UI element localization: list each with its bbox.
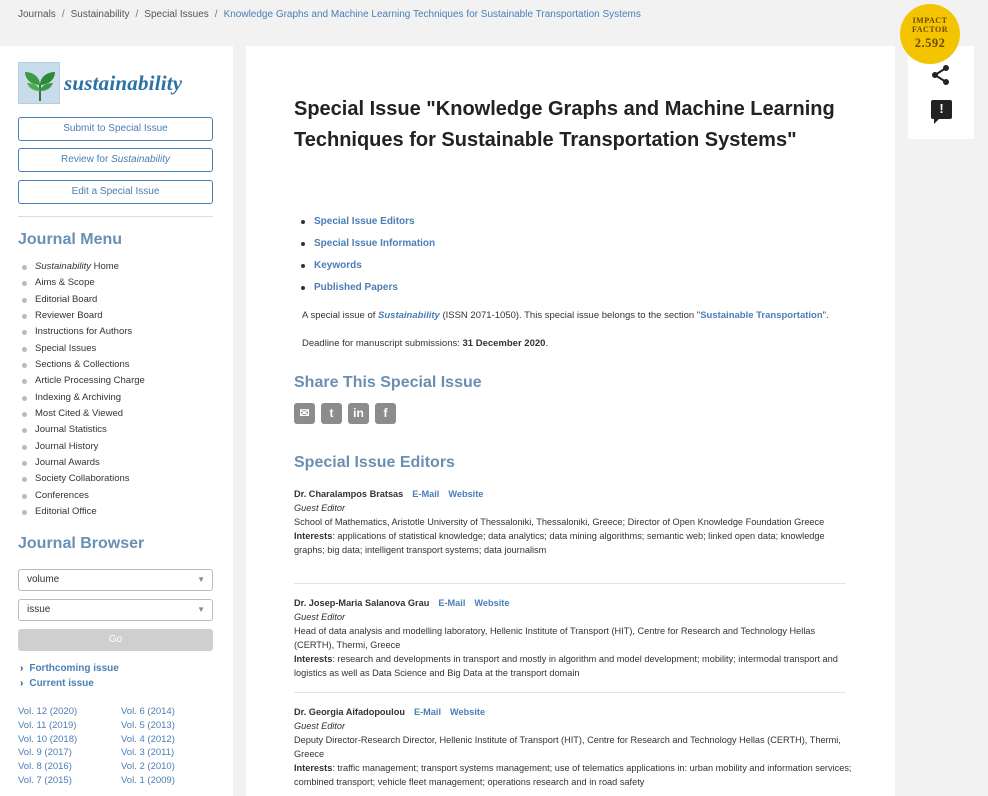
facebook-icon[interactable]: f	[375, 403, 396, 424]
current-issue-link[interactable]: › Current issue	[20, 678, 94, 689]
breadcrumb-special-issues[interactable]: Special Issues	[144, 9, 209, 20]
journal-link[interactable]: Sustainability	[378, 310, 440, 321]
menu-item[interactable]: Special Issues	[22, 341, 145, 357]
editor-card	[294, 596, 854, 680]
editor-role: Guest Editor	[294, 721, 346, 731]
interests-label: Interests	[294, 654, 333, 664]
page-title: Special Issue "Knowledge Graphs and Machine Learning Techniques for Sustainable Transportation Systems"	[294, 98, 835, 151]
volume-link[interactable]: Vol. 11 (2019)	[18, 719, 77, 731]
breadcrumb-current[interactable]: Knowledge Graphs and Machine Learning Techniques for Sustainable Transportation Systems	[223, 9, 641, 20]
menu-item[interactable]: Article Processing Charge	[22, 373, 145, 389]
volume-link[interactable]: Vol. 1 (2009)	[121, 774, 175, 786]
journal-logo[interactable]	[18, 62, 182, 104]
email-link[interactable]: E-Mail	[438, 598, 466, 608]
journal-browser-title: Journal Browser	[18, 535, 145, 552]
menu-item[interactable]: Editorial Board	[22, 292, 145, 308]
website-link[interactable]: Website	[474, 598, 510, 608]
journal-menu	[22, 259, 145, 521]
review-journal: Sustainability	[111, 154, 170, 165]
menu-item[interactable]: Journal Statistics	[22, 422, 145, 438]
editor-card	[294, 487, 854, 557]
email-link[interactable]: E-Mail	[413, 707, 441, 717]
menu-item[interactable]: Aims & Scope	[22, 275, 145, 291]
forthcoming-issue-link[interactable]: › Forthcoming issue	[20, 663, 119, 674]
impact-factor-badge[interactable]	[900, 4, 960, 64]
website-link[interactable]: Website	[448, 489, 484, 499]
twitter-icon[interactable]: t	[321, 403, 342, 424]
toc-keywords-link[interactable]: Keywords	[301, 257, 435, 279]
linkedin-icon[interactable]: in	[348, 403, 369, 424]
chevron-down-icon: ▼	[197, 605, 205, 614]
menu-item[interactable]: Reviewer Board	[22, 308, 145, 324]
volume-link[interactable]: Vol. 5 (2013)	[121, 719, 175, 731]
interests-label: Interests	[294, 763, 333, 773]
editor-affiliation: Head of data analysis and modelling laboratory, Hellenic Institute of Transport (HIT), Centre for Research and Technology Hellas (CERTH), Thermi, Greece	[294, 626, 816, 650]
editor-name: Dr. Georgia Aifadopoulou	[294, 707, 405, 717]
volume-list-left	[18, 705, 77, 788]
volume-link[interactable]: Vol. 12 (2020)	[18, 706, 78, 717]
menu-item[interactable]: Instructions for Authors	[22, 324, 145, 340]
volume-link[interactable]: Vol. 3 (2011)	[121, 747, 175, 759]
leaf-logo-icon	[18, 62, 60, 104]
volume-link[interactable]: Vol. 9 (2017)	[18, 747, 72, 759]
editor-role: Guest Editor	[294, 612, 346, 622]
chevron-right-icon: ›	[20, 663, 24, 674]
journal-menu-title: Journal Menu	[18, 231, 123, 248]
menu-item-home[interactable]: Sustainability Home	[22, 259, 145, 275]
editor-role: Guest Editor	[294, 503, 346, 513]
divider	[294, 583, 846, 584]
journal-logo-text: sustainability	[64, 70, 183, 95]
website-link[interactable]: Website	[450, 707, 486, 717]
breadcrumb-sustainability[interactable]: Sustainability	[70, 9, 130, 20]
impact-factor-label: IMPACT FACTOR	[911, 16, 949, 34]
volume-link[interactable]: Vol. 8 (2016)	[18, 761, 72, 773]
editor-name: Dr. Charalampos Bratsas	[294, 489, 404, 499]
volume-link[interactable]: Vol. 10 (2018)	[18, 733, 78, 745]
menu-item[interactable]: Editorial Office	[22, 504, 145, 520]
divider	[294, 692, 846, 693]
editors-section-title: Special Issue Editors	[294, 454, 455, 471]
menu-item[interactable]: Society Collaborations	[22, 471, 145, 487]
volume-link[interactable]: Vol. 2 (2010)	[121, 761, 175, 773]
menu-item[interactable]: Most Cited & Viewed	[22, 406, 145, 422]
editor-interests: : traffic management; transport systems management; use of telematics applications in: urban mobility and information services; combined transport; vehicle fleet management; operations research and in road safety	[294, 763, 852, 787]
edit-special-issue-button[interactable]: Edit a Special Issue	[18, 180, 213, 204]
editor-interests: : research and developments in transport and mostly in algorithm and model development; mobility; intermodal transport and logistics as well as Data Science and Big Data at the transport domain	[294, 654, 838, 678]
menu-item[interactable]: Indexing & Archiving	[22, 390, 145, 406]
issue-select[interactable]: issue ▼	[18, 599, 213, 621]
deadline-paragraph: Deadline for manuscript submissions: 31 December 2020.	[302, 338, 549, 349]
editor-affiliation: School of Mathematics, Aristotle University of Thessaloniki, Thessaloniki, Greece; Director of Open Knowledge Foundation Greece	[294, 517, 825, 527]
volume-link[interactable]: Vol. 7 (2015)	[18, 774, 72, 786]
review-for-journal-button[interactable]	[18, 148, 213, 172]
breadcrumb: Journals / Sustainability / Special Issues / Knowledge Graphs and Machine Learning Techniques for Sustainable Transportation Systems	[18, 9, 641, 20]
chevron-down-icon: ▼	[197, 575, 205, 584]
volume-list-right	[121, 705, 175, 788]
volume-link[interactable]: Vol. 4 (2012)	[121, 733, 175, 745]
section-link[interactable]: Sustainable Transportation	[700, 310, 823, 321]
go-button[interactable]: Go	[18, 629, 213, 651]
chevron-right-icon: ›	[20, 678, 24, 689]
toc-published-papers-link[interactable]: Published Papers	[301, 279, 435, 301]
editor-interests: : applications of statistical knowledge; data analytics; data mining algorithms; semantic web; linked open data; knowledge graphs; big data; intelligent transport systems; data journalism	[294, 531, 825, 555]
feedback-icon[interactable]: !	[931, 100, 952, 119]
share-icon[interactable]	[930, 64, 952, 91]
share-buttons	[294, 403, 396, 424]
breadcrumb-journals[interactable]: Journals	[18, 9, 56, 20]
share-section-title: Share This Special Issue	[294, 374, 482, 391]
menu-item[interactable]: Sections & Collections	[22, 357, 145, 373]
menu-item[interactable]: Conferences	[22, 488, 145, 504]
submit-special-issue-button[interactable]: Submit to Special Issue	[18, 117, 213, 141]
divider	[18, 216, 213, 217]
table-of-contents	[301, 213, 435, 301]
email-link[interactable]: E-Mail	[412, 489, 440, 499]
toc-information-link[interactable]: Special Issue Information	[301, 235, 435, 257]
interests-label: Interests	[294, 531, 333, 541]
volume-link[interactable]: Vol. 6 (2014)	[121, 706, 175, 717]
menu-item[interactable]: Journal History	[22, 439, 145, 455]
deadline-date: 31 December 2020	[462, 338, 546, 349]
main-content	[246, 46, 895, 796]
toc-editors-link[interactable]: Special Issue Editors	[301, 213, 435, 235]
editor-card	[294, 705, 854, 789]
editor-affiliation: Deputy Director-Research Director, Hellenic Institute of Transport (HIT), Centre for Research and Technology Hellas (CERTH), Thermi, Greece	[294, 735, 841, 759]
review-prefix: Review for	[61, 154, 112, 165]
left-sidebar	[0, 46, 233, 796]
menu-item[interactable]: Journal Awards	[22, 455, 145, 471]
email-icon[interactable]: ✉	[294, 403, 315, 424]
impact-factor-value: 2.592	[914, 36, 946, 50]
editor-name: Dr. Josep-Maria Salanova Grau	[294, 598, 430, 608]
intro-paragraph: A special issue of Sustainability (ISSN 2071-1050). This special issue belongs to the section "Sustainable Transportation".	[302, 310, 829, 321]
volume-select[interactable]: volume ▼	[18, 569, 213, 591]
